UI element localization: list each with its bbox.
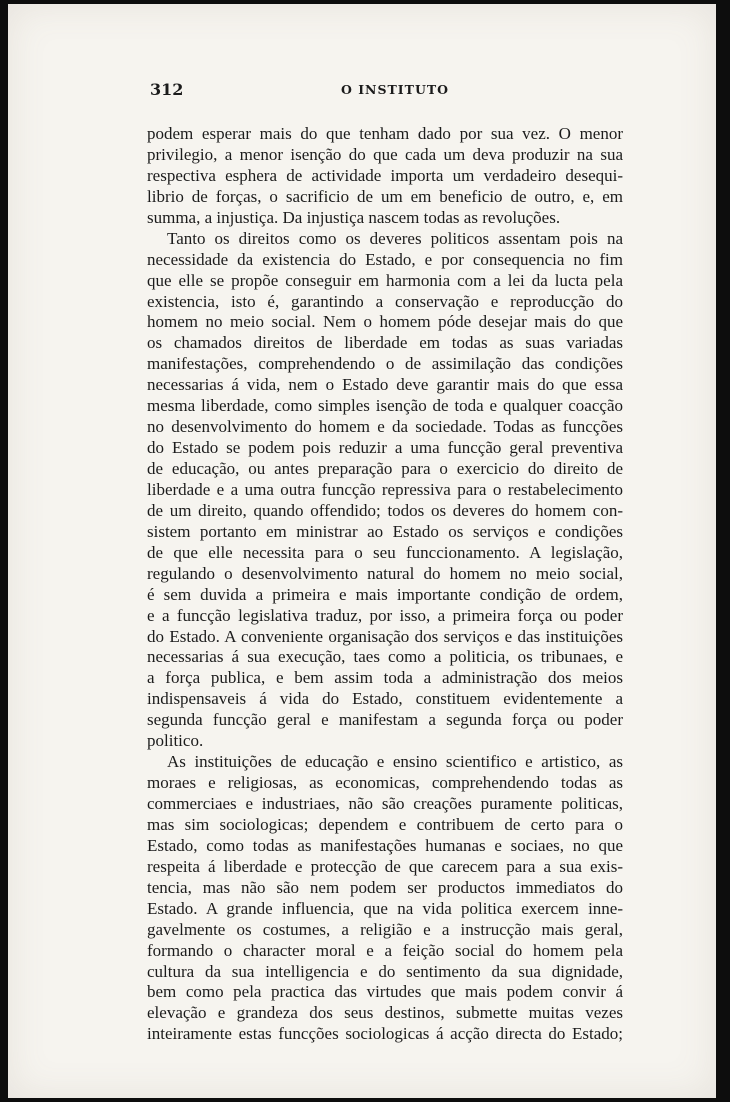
text-line: no desenvolvimento do homem e da sociedade. Todas as funcções (147, 417, 623, 437)
text-line: tencia, mas não são nem podem ser productos immediatos do (147, 877, 623, 897)
text-line: indispensaveis á vida do Estado, constituem evidentemente a (147, 689, 623, 709)
text-line: homem no meio social. Nem o homem póde desejar mais do que (147, 312, 623, 332)
page-number: 312 (150, 80, 184, 99)
text-line: formando o character moral e a feição social do homem pela (147, 940, 623, 960)
text-line: os chamados direitos de liberdade em todas as suas variadas (147, 333, 623, 353)
text-line: summa, a injustiça. Da injustiça nascem todas as revoluções. (147, 207, 561, 227)
text-line: Estado. A grande influencia, que na vida politica exercem inne- (147, 898, 623, 918)
text-line: podem esperar mais do que tenham dado por sua vez. O menor (147, 124, 623, 143)
text-line: do Estado. A conveniente organisação dos serviços e das instituições (147, 626, 623, 646)
text-line: mas sim sociologicas; dependem e contribuem de certo para o (147, 814, 623, 834)
text-line: inteiramente estas funcções sociologicas á acção directa do Estado; (147, 1024, 623, 1044)
running-title: O INSTITUTO (340, 82, 450, 97)
text-line: necessidade da existencia do Estado, e por consequencia no fim (147, 249, 623, 269)
text-line: e a funcção legislativa traduz, por isso, a primeira força ou poder (147, 605, 623, 625)
text-line: de educação, ou antes preparação para o exercicio do direito de (147, 459, 623, 478)
text-line: respectiva esphera de actividade importa um verdadeiro desequi- (147, 165, 623, 185)
text-line: é sem duvida a primeira e mais importante condição de ordem, (147, 584, 623, 604)
text-line: moraes e religiosas, as economicas, comprehendendo todas as (147, 773, 623, 793)
text-line: cultura da sua intelligencia e do sentimento da sua dignidade, (147, 961, 623, 981)
text-line: liberdade e a uma outra funcção repressiva para o restabelecimento (147, 479, 623, 499)
text-line: privilegio, a menor isenção do que cada um deva produzir na sua (147, 144, 623, 164)
text-line: librio de forças, o sacrificio de um em beneficio de outro, e, em (147, 186, 623, 206)
text-line: gavelmente os costumes, a religião e a instrucção mais geral, (147, 919, 623, 939)
text-line: As instituições de educação e ensino scientifico e artistico, as (167, 752, 623, 772)
text-line: segunda funcção geral e manifestam a segunda força ou poder (147, 710, 623, 730)
text-line: de que elle necessita para o seu funccionamento. A legislação, (147, 542, 623, 562)
text-line: existencia, isto é, garantindo a conservação e reproducção do (147, 291, 623, 311)
text-line: sistem portanto em ministrar ao Estado os serviços e condições (147, 521, 623, 541)
text-line: necessarias á vida, nem o Estado deve garantir mais do que essa (147, 375, 623, 395)
running-header (150, 80, 640, 102)
text-line: commerciaes e industriaes, não são creações puramente politicas, (147, 794, 623, 813)
text-line: politico. (147, 731, 204, 751)
text-line: regulando o desenvolvimento natural do homem no meio social, (147, 563, 623, 583)
text-line: que elle se propõe conseguir em harmonia com a lei da lucta pela (147, 270, 623, 290)
text-line: elevação e grandeza dos seus destinos, submette muitas vezes (147, 1003, 623, 1023)
text-line: respeita á liberdade e protecção de que carecem para a sua exis- (147, 856, 623, 876)
text-line: de um direito, quando offendido; todos os deveres do homem con- (147, 500, 623, 520)
text-line: a força publica, e bem assim toda a administração dos meios (147, 668, 623, 688)
body-text (147, 124, 623, 1045)
text-line: bem como pela practica das virtudes que mais podem convir á (147, 982, 623, 1002)
text-line: manifestações, comprehendendo o de assimilação das condições (147, 354, 623, 374)
text-line: Tanto os direitos como os deveres politicos assentam pois na (167, 228, 623, 248)
text-line: mesma liberdade, como simples isenção de toda e qualquer coacção (147, 396, 623, 416)
text-line: necessarias á sua execução, taes como a politicia, os tribunaes, e (147, 647, 623, 667)
text-line: Estado, como todas as manifestações humanas e sociaes, no que (147, 835, 623, 855)
text-line: do Estado se podem pois reduzir a uma funcção geral preventiva (147, 438, 623, 458)
